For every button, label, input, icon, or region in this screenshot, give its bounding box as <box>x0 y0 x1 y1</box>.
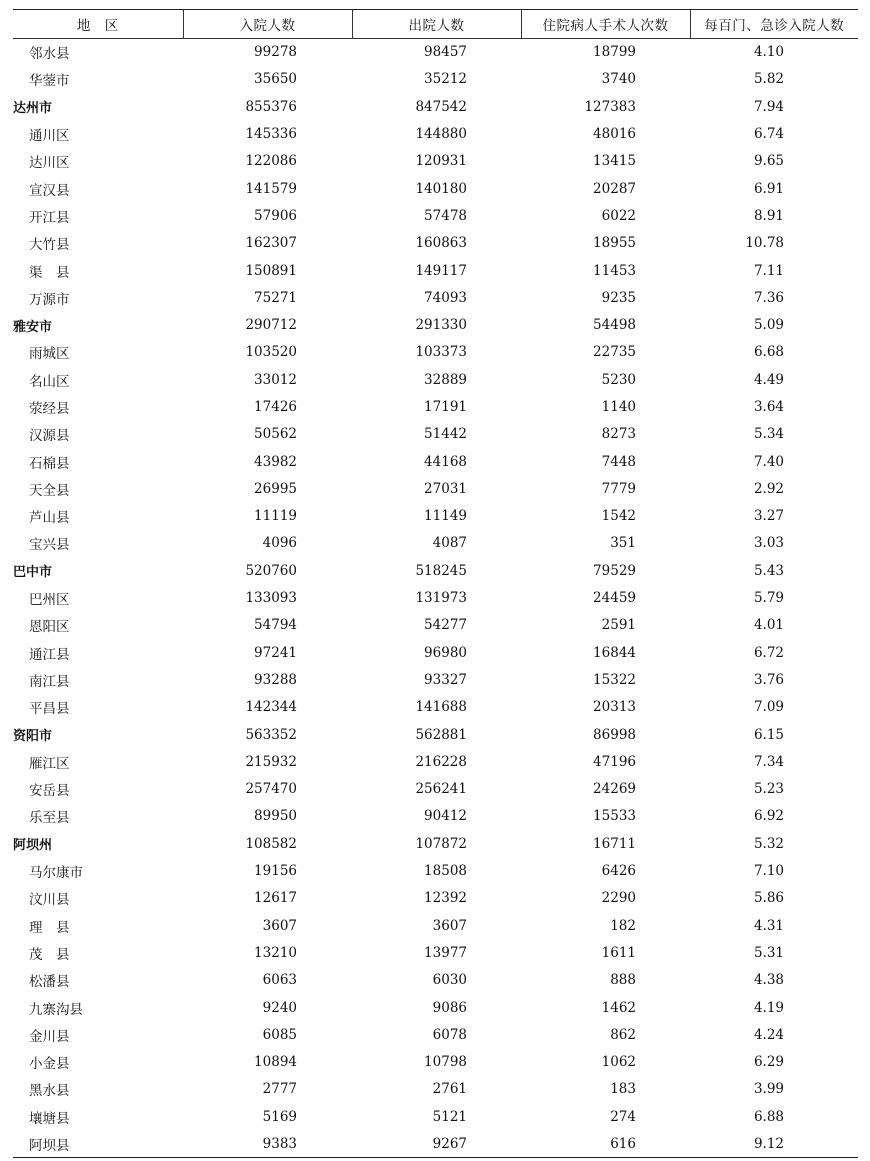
discharges-value: 216228 <box>415 753 467 770</box>
table-row <box>13 803 858 830</box>
table-row <box>13 230 858 257</box>
region-name: 理 县 <box>29 919 70 936</box>
rate-value: 4.24 <box>753 1026 784 1043</box>
discharges-value: 4087 <box>432 535 467 552</box>
region-name: 通川区 <box>29 128 70 145</box>
admissions-value: 17426 <box>254 399 297 415</box>
discharges-value: 160863 <box>415 235 467 252</box>
admissions-value: 93288 <box>254 671 297 688</box>
discharges-value: 562881 <box>415 726 467 743</box>
rate-value: 7.34 <box>753 753 784 770</box>
admissions-value: 145336 <box>245 126 297 143</box>
discharges-value: 17191 <box>424 399 467 415</box>
table-row <box>13 967 858 994</box>
surgeries-value: 127383 <box>584 98 636 115</box>
rate-value: 7.94 <box>753 98 784 115</box>
table-body <box>13 39 858 1158</box>
admissions-value: 43982 <box>254 453 297 470</box>
table-row <box>13 284 858 311</box>
discharges-value: 13977 <box>424 944 467 961</box>
discharges-value: 149117 <box>415 262 467 279</box>
table-row <box>13 421 858 448</box>
region-name: 万源市 <box>29 291 70 308</box>
admissions-value: 57906 <box>254 207 297 224</box>
discharges-value: 57478 <box>424 207 467 224</box>
region-name: 汉源县 <box>29 428 70 445</box>
table-row <box>13 748 858 775</box>
discharges-value: 35212 <box>424 71 467 88</box>
discharges-value: 141688 <box>415 699 467 716</box>
table-row <box>13 694 858 721</box>
admissions-value: 141579 <box>245 180 297 197</box>
table-row <box>13 393 858 420</box>
region-name: 南江县 <box>29 673 70 690</box>
rate-value: 6.68 <box>753 344 784 361</box>
region-name: 雁江区 <box>29 755 70 772</box>
admissions-value: 10894 <box>254 1054 297 1071</box>
surgeries-value: 1462 <box>601 999 636 1016</box>
city-row <box>13 557 858 584</box>
rate-value: 7.09 <box>753 699 784 716</box>
admissions-value: 97241 <box>254 644 297 661</box>
discharges-value: 93327 <box>424 671 467 688</box>
surgeries-value: 47196 <box>593 753 636 770</box>
statistics-table <box>13 9 858 1158</box>
admissions-value: 50562 <box>254 426 297 443</box>
admissions-value: 3607 <box>262 917 297 934</box>
surgeries-value: 48016 <box>593 126 636 143</box>
rate-value: 7.11 <box>753 262 784 279</box>
region-name: 资阳市 <box>13 729 53 745</box>
table-row <box>13 639 858 666</box>
discharges-value: 6030 <box>432 972 467 989</box>
admissions-value: 103520 <box>245 344 297 361</box>
admissions-value: 9383 <box>183 1130 352 1157</box>
rate-value: 5.32 <box>753 835 784 852</box>
discharges-value: 120931 <box>415 153 467 170</box>
rate-value: 2.92 <box>753 480 784 497</box>
rate-value: 4.19 <box>753 999 784 1016</box>
region-name: 华蓥市 <box>29 73 70 90</box>
admissions-value: 162307 <box>245 235 297 252</box>
discharges-value: 144880 <box>415 126 467 143</box>
region-name: 芦山县 <box>29 510 70 527</box>
surgeries-value: 79529 <box>593 562 636 579</box>
admissions-value: 99278 <box>254 44 297 61</box>
table-row <box>13 939 858 966</box>
table-row <box>13 584 858 611</box>
rate-value: 9.65 <box>753 153 784 170</box>
surgeries-value: 1062 <box>601 1054 636 1071</box>
region-name: 九寨沟县 <box>29 1001 83 1018</box>
rate-value: 10.78 <box>745 235 784 252</box>
surgeries-value: 86998 <box>593 726 636 743</box>
admissions-value: 150891 <box>245 262 297 279</box>
discharges-value: 3607 <box>432 917 467 934</box>
table-row <box>13 120 858 147</box>
rate-value: 5.79 <box>753 590 784 607</box>
header-rate: 每百门、急诊入院人数 <box>690 10 858 39</box>
discharges-value: 10798 <box>424 1054 467 1071</box>
surgeries-value: 3740 <box>601 71 636 88</box>
surgeries-value: 16844 <box>593 644 636 661</box>
admissions-value: 12617 <box>254 890 297 907</box>
rate-value: 3.64 <box>753 399 784 415</box>
surgeries-value: 6426 <box>601 863 636 880</box>
discharges-value: 847542 <box>415 98 467 115</box>
header-discharges: 出院人数 <box>352 10 521 39</box>
region-name: 阿坝州 <box>13 838 53 854</box>
region-name: 石棉县 <box>29 455 70 472</box>
table-row <box>13 1021 858 1048</box>
discharges-value: 54277 <box>424 617 467 634</box>
table-row <box>13 339 858 366</box>
surgeries-value: 183 <box>610 1081 636 1098</box>
region-name: 茂 县 <box>29 946 70 963</box>
table-row <box>13 776 858 803</box>
region-name: 大竹县 <box>29 237 70 254</box>
region-name: 马尔康市 <box>29 865 83 882</box>
surgeries-value: 22735 <box>593 344 636 361</box>
admissions-value: 290712 <box>245 317 297 334</box>
city-row <box>13 830 858 857</box>
admissions-value: 563352 <box>245 726 297 743</box>
rate-value: 4.01 <box>753 617 784 634</box>
table-row <box>13 148 858 175</box>
region-name: 金川县 <box>29 1028 70 1045</box>
rate-value: 3.27 <box>753 508 784 525</box>
table-row <box>13 666 858 693</box>
discharges-value: 11149 <box>424 508 467 525</box>
region-name: 壤塘县 <box>29 1110 70 1127</box>
rate-value: 5.82 <box>753 71 784 88</box>
rate-value: 3.03 <box>753 535 784 552</box>
discharges-value: 103373 <box>415 344 467 361</box>
rate-value: 5.86 <box>753 890 784 907</box>
table-row <box>13 912 858 939</box>
admissions-value: 855376 <box>245 98 297 115</box>
surgeries-value: 9235 <box>601 289 636 306</box>
header-row <box>13 10 858 39</box>
admissions-value: 122086 <box>245 153 297 170</box>
admissions-value: 133093 <box>245 590 297 607</box>
table-row <box>13 39 858 66</box>
rate-value: 8.91 <box>753 207 784 224</box>
rate-value: 5.31 <box>753 944 784 961</box>
rate-value: 9.12 <box>690 1130 858 1157</box>
region-name: 达州市 <box>13 101 53 117</box>
rate-value: 5.09 <box>753 317 784 334</box>
discharges-value: 9086 <box>432 999 467 1016</box>
surgeries-value: 888 <box>610 972 636 989</box>
discharges-value: 27031 <box>424 480 467 497</box>
table-row <box>13 448 858 475</box>
header-region: 地 区 <box>13 10 183 39</box>
surgeries-value: 862 <box>610 1026 636 1043</box>
admissions-value: 142344 <box>245 699 297 716</box>
region-name: 黑水县 <box>29 1083 70 1100</box>
rate-value: 4.31 <box>753 917 784 934</box>
region-name: 恩阳区 <box>29 619 70 636</box>
surgeries-value: 13415 <box>593 153 636 170</box>
discharges-value: 5121 <box>432 1108 467 1125</box>
surgeries-value: 24269 <box>593 781 636 798</box>
region-name: 阿坝县 <box>13 1130 183 1157</box>
rate-value: 3.99 <box>753 1081 784 1098</box>
discharges-value: 44168 <box>424 453 467 470</box>
region-name: 巴州区 <box>29 592 70 609</box>
table-row <box>13 66 858 93</box>
discharges-value: 74093 <box>424 289 467 306</box>
rate-value: 3.76 <box>753 671 784 688</box>
discharges-value: 140180 <box>415 180 467 197</box>
region-name: 平昌县 <box>29 701 70 718</box>
rate-value: 5.34 <box>753 426 784 443</box>
admissions-value: 520760 <box>245 562 297 579</box>
table-row <box>13 503 858 530</box>
admissions-value: 54794 <box>254 617 297 634</box>
surgeries-value: 1140 <box>601 399 636 415</box>
surgeries-value: 7448 <box>601 453 636 470</box>
table-row <box>13 1076 858 1103</box>
table-row <box>13 475 858 502</box>
rate-value: 6.29 <box>753 1054 784 1071</box>
region-name: 邻水县 <box>29 46 70 63</box>
admissions-value: 75271 <box>254 289 297 306</box>
rate-value: 6.92 <box>753 808 784 825</box>
surgeries-value: 1542 <box>601 508 636 525</box>
region-name: 雅安市 <box>13 319 53 335</box>
discharges-value: 12392 <box>424 890 467 907</box>
table-row <box>13 366 858 393</box>
rate-value: 5.43 <box>753 562 784 579</box>
admissions-value: 4096 <box>262 535 297 552</box>
admissions-value: 6085 <box>262 1026 297 1043</box>
discharges-value: 518245 <box>415 562 467 579</box>
surgeries-value: 54498 <box>593 317 636 334</box>
surgeries-value: 15533 <box>593 808 636 825</box>
table-row <box>13 257 858 284</box>
discharges-value: 291330 <box>415 317 467 334</box>
rate-value: 7.36 <box>753 289 784 306</box>
surgeries-value: 2591 <box>601 617 636 634</box>
header-admissions: 入院人数 <box>183 10 352 39</box>
region-name: 名山区 <box>29 373 70 390</box>
admissions-value: 215932 <box>245 753 297 770</box>
surgeries-value: 2290 <box>601 890 636 907</box>
region-name: 天全县 <box>29 482 70 499</box>
rate-value: 6.74 <box>753 126 784 143</box>
surgeries-value: 24459 <box>593 590 636 607</box>
table-row <box>13 885 858 912</box>
rate-value: 4.10 <box>753 44 784 61</box>
surgeries-value: 616 <box>521 1130 690 1157</box>
region-name: 达川区 <box>29 155 70 172</box>
rate-value: 6.15 <box>753 726 784 743</box>
region-name: 小金县 <box>29 1056 70 1073</box>
discharges-value: 107872 <box>415 835 467 852</box>
region-name: 雨城区 <box>29 346 70 363</box>
region-name: 乐至县 <box>29 810 70 827</box>
surgeries-value: 274 <box>610 1108 636 1125</box>
admissions-value: 2777 <box>262 1081 297 1098</box>
region-name: 松潘县 <box>29 974 70 991</box>
surgeries-value: 6022 <box>601 207 636 224</box>
header-surgeries: 住院病人手术人次数 <box>521 10 690 39</box>
surgeries-value: 1611 <box>601 944 636 961</box>
discharges-value: 51442 <box>424 426 467 443</box>
discharges-value: 131973 <box>415 590 467 607</box>
table-row <box>13 202 858 229</box>
admissions-value: 11119 <box>254 508 297 525</box>
region-name: 安岳县 <box>29 783 70 800</box>
city-row <box>13 721 858 748</box>
table-row <box>13 857 858 884</box>
surgeries-value: 182 <box>610 917 636 934</box>
surgeries-value: 20313 <box>593 699 636 716</box>
region-name: 荥经县 <box>29 401 70 417</box>
discharges-value: 96980 <box>424 644 467 661</box>
admissions-value: 89950 <box>254 808 297 825</box>
surgeries-value: 5230 <box>601 371 636 388</box>
surgeries-value: 15322 <box>593 671 636 688</box>
rate-value: 5.23 <box>753 781 784 798</box>
table-row <box>13 1048 858 1075</box>
city-row <box>13 93 858 120</box>
table-row <box>13 612 858 639</box>
surgeries-value: 20287 <box>593 180 636 197</box>
region-name: 巴中市 <box>13 565 53 581</box>
admissions-value: 19156 <box>254 863 297 880</box>
discharges-value: 256241 <box>415 781 467 798</box>
table-row <box>13 994 858 1021</box>
table-header <box>13 10 858 39</box>
admissions-value: 9240 <box>262 999 297 1016</box>
admissions-value: 13210 <box>254 944 297 961</box>
rate-value: 4.38 <box>753 972 784 989</box>
discharges-value: 9267 <box>352 1130 521 1157</box>
region-name: 宝兴县 <box>29 537 70 554</box>
admissions-value: 108582 <box>245 835 297 852</box>
city-row <box>13 311 858 338</box>
admissions-value: 257470 <box>245 781 297 798</box>
rate-value: 6.72 <box>753 644 784 661</box>
surgeries-value: 11453 <box>593 262 636 279</box>
region-name: 汶川县 <box>29 892 70 909</box>
discharges-value: 6078 <box>432 1026 467 1043</box>
admissions-value: 33012 <box>254 371 297 388</box>
table-row <box>13 1103 858 1130</box>
region-name: 通江县 <box>29 646 70 663</box>
admissions-value: 26995 <box>254 480 297 497</box>
region-name: 宣汉县 <box>29 182 70 199</box>
surgeries-value: 7779 <box>601 480 636 497</box>
rate-value: 4.49 <box>753 371 784 388</box>
surgeries-value: 8273 <box>601 426 636 443</box>
admissions-value: 6063 <box>262 972 297 989</box>
rate-value: 6.91 <box>753 180 784 197</box>
discharges-value: 90412 <box>424 808 467 825</box>
rate-value: 7.10 <box>753 863 784 880</box>
discharges-value: 98457 <box>424 44 467 61</box>
discharges-value: 32889 <box>424 371 467 388</box>
rate-value: 7.40 <box>753 453 784 470</box>
admissions-value: 35650 <box>254 71 297 88</box>
region-name: 渠 县 <box>29 264 70 281</box>
admissions-value: 5169 <box>262 1108 297 1125</box>
surgeries-value: 351 <box>610 535 636 552</box>
discharges-value: 2761 <box>432 1081 467 1098</box>
surgeries-value: 18955 <box>593 235 636 252</box>
surgeries-value: 16711 <box>593 835 636 852</box>
region-name: 开江县 <box>29 209 70 226</box>
table-row <box>13 1130 858 1157</box>
surgeries-value: 18799 <box>593 44 636 61</box>
table-row <box>13 530 858 557</box>
table-row <box>13 175 858 202</box>
discharges-value: 18508 <box>424 863 467 880</box>
rate-value: 6.88 <box>753 1108 784 1125</box>
